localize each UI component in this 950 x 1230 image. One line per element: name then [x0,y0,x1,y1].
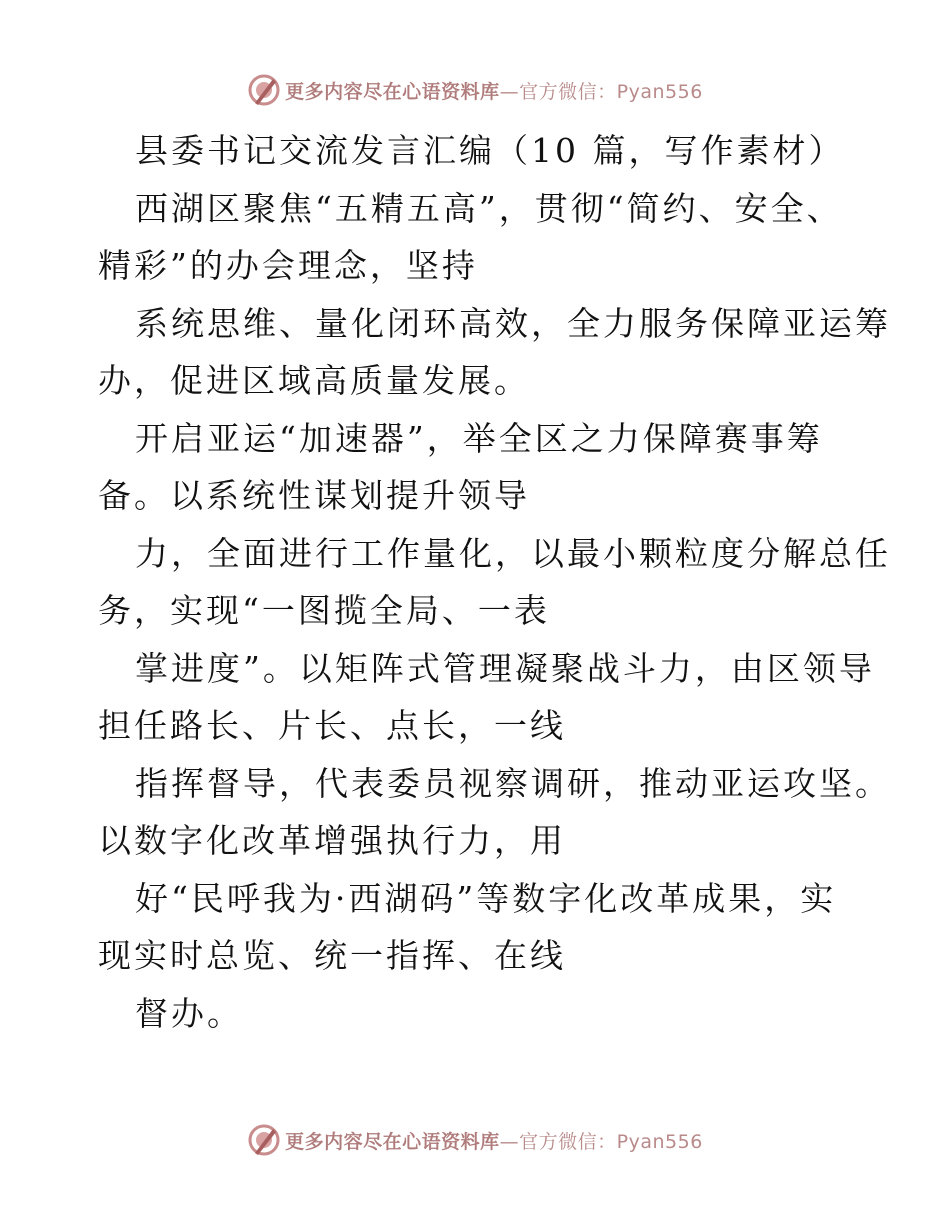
paragraph-line: 系统思维、量化闭环高效，全力服务保障亚运筹 [135,303,891,343]
paragraph-line: 开启亚运“加速器”，举全区之力保障赛事筹 [135,418,823,458]
watermark-site-text: 更多内容尽在心语资料库 [285,80,500,103]
paragraph-line: 办，促进区域高质量发展。 [98,361,530,400]
paragraph-line: 务，实现“一图揽全局、一表 [98,591,550,630]
paragraph-line: 以数字化改革增强执行力，用 [98,821,566,860]
footer-watermark [0,1120,950,1160]
pen-seal-icon [247,73,281,107]
paragraph-line: 精彩”的办会理念，坚持 [98,246,478,285]
watermark-site-text: 更多内容尽在心语资料库 [285,1130,500,1153]
paragraph-line: 担任路长、片长、点长，一线 [98,706,566,745]
watermark-text [285,1127,703,1154]
paragraph-line: 现实时总览、统一指挥、在线 [98,936,566,975]
pen-seal-icon [247,1123,281,1157]
paragraph-line: 掌进度”。以矩阵式管理凝聚战斗力，由区领导 [135,648,875,688]
watermark-dash: — [499,80,520,103]
document-title: 县委书记交流发言汇编（10 篇，写作素材） [135,131,845,170]
watermark-wechat-text: 官方微信：Pyan556 [519,80,703,103]
paragraph-line: 指挥督导，代表委员视察调研，推动亚运攻坚。 [135,763,891,803]
paragraph-line: 力，全面进行工作量化，以最小颗粒度分解总任 [135,533,891,573]
paragraph-line: 督办。 [135,993,243,1033]
paragraph-line: 备。以系统性谋划提升领导 [98,476,530,515]
watermark-text [285,77,703,104]
document-body [98,122,891,1042]
paragraph-line: 西湖区聚焦“五精五高”，贯彻“简约、安全、 [135,188,843,228]
watermark-dash: — [499,1130,520,1153]
paragraph-line: 好“民呼我为·西湖码”等数字化改革成果，实 [135,878,837,918]
watermark-wechat-text: 官方微信：Pyan556 [519,1130,703,1153]
header-watermark [0,70,950,110]
